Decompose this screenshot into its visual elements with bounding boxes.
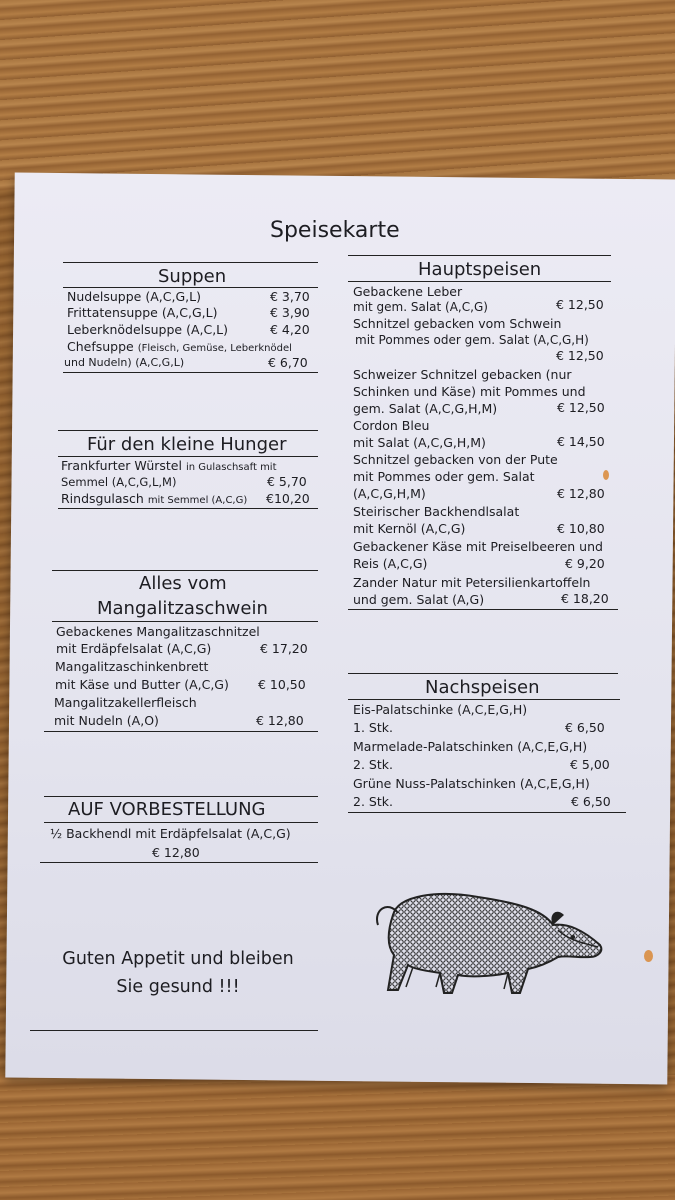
menu-item: Schnitzel gebacken von der Pute [353, 452, 558, 467]
menu-item-line2: und gem. Salat (A,G) [353, 592, 485, 607]
menu-item-line2: mit Nudeln (A,O) [54, 713, 159, 728]
menu-item [61, 458, 277, 473]
item-price: € 12,80 [256, 713, 304, 728]
wood-table-top [0, 0, 675, 190]
menu-item-line2: Reis (A,C,G) [353, 556, 428, 571]
item-price: € 14,50 [557, 434, 605, 449]
divider [44, 796, 318, 797]
menu-item: Gebackene Leber [353, 284, 463, 299]
orange-stain [603, 470, 609, 480]
menu-item-line2: und Nudeln) (A,C,G,L) [64, 356, 185, 369]
item-price: € 9,20 [565, 556, 605, 571]
item-price: € 12,50 [557, 400, 605, 415]
item-price: € 12,80 [557, 486, 605, 501]
item-price: € 3,70 [270, 289, 310, 304]
menu-item-detail: in Gulaschsaft mit [185, 462, 277, 473]
menu-item: Gebackener Käse mit Preiselbeeren und [353, 539, 603, 554]
menu-item-line2: Schinken und Käse) mit Pommes und [353, 384, 586, 399]
menu-item-line2: mit Kernöl (A,C,G) [353, 521, 466, 536]
menu-item: Nudelsuppe (A,C,G,L) [67, 289, 201, 304]
mangalitza-heading-line2: Mangalitzaschwein [97, 598, 268, 619]
menu-item-detail: (Fleisch, Gemüse, Leberknödel [137, 343, 292, 354]
divider [348, 699, 620, 700]
menu-item-chefsuppe [67, 339, 292, 354]
menu-item: Mangalitzakellerfleisch [54, 695, 197, 710]
menu-item-line2: mit Erdäpfelsalat (A,C,G) [56, 641, 212, 656]
menu-item: Eis-Palatschinke (A,C,E,G,H) [353, 702, 528, 717]
menu-item-name: ½ Backhendl [50, 826, 132, 841]
menu-item [50, 826, 291, 841]
divider [58, 430, 318, 431]
wood-table-bottom [0, 1075, 675, 1200]
item-price: € 5,00 [570, 757, 610, 772]
divider [348, 812, 626, 813]
item-price: € 12,80 [152, 845, 200, 860]
menu-item-line2: mit gem. Salat (A,C,G) [353, 300, 488, 314]
nach-heading: Nachspeisen [425, 677, 540, 698]
closing-line1: Guten Appetit und bleiben [62, 949, 294, 969]
menu-item: Schweizer Schnitzel gebacken (nur [353, 367, 572, 382]
menu-item: Marmelade-Palatschinken (A,C,E,G,H) [353, 739, 588, 754]
item-price: €10,20 [266, 491, 310, 506]
menu-item-detail: mit Erdäpfelsalat (A,C,G) [135, 826, 291, 841]
menu-item: Steirischer Backhendlsalat [353, 504, 520, 519]
divider [63, 372, 318, 373]
menu-item-line2: mit Salat (A,C,G,H,M) [353, 435, 486, 450]
menu-item: Gebackenes Mangalitzaschnitzel [56, 624, 260, 639]
divider [348, 609, 618, 610]
item-price: € 6,70 [268, 355, 308, 370]
menu-item-line2: mit Pommes oder gem. Salat (A,C,G,H) [355, 333, 589, 347]
divider [44, 822, 318, 823]
menu-item: Grüne Nuss-Palatschinken (A,C,E,G,H) [353, 776, 590, 791]
menu-item: Frittatensuppe (A,C,G,L) [67, 305, 218, 320]
divider [348, 255, 611, 256]
divider [40, 862, 318, 863]
divider [63, 262, 318, 263]
menu-item-name: Rindsgulasch [61, 491, 144, 506]
divider [58, 456, 318, 457]
menu-item: Cordon Bleu [353, 418, 430, 433]
pig-illustration [368, 885, 608, 995]
closing-line2: Sie gesund !!! [116, 977, 240, 997]
item-price: € 17,20 [260, 641, 308, 656]
divider [63, 287, 318, 288]
menu-item-name: Chefsuppe [67, 339, 134, 354]
item-price: € 12,50 [556, 348, 604, 363]
divider [348, 281, 611, 282]
item-price: € 12,50 [556, 297, 604, 312]
item-price: € 4,20 [270, 322, 310, 337]
suppen-heading: Suppen [158, 266, 227, 287]
item-price: € 6,50 [571, 794, 611, 809]
divider [348, 673, 618, 674]
orange-stain [644, 950, 653, 962]
haupt-heading: Hauptspeisen [418, 259, 542, 280]
menu-item-line2: 1. Stk. [353, 720, 393, 735]
item-price: € 18,20 [561, 591, 609, 606]
vorbestellung-heading: AUF VORBESTELLUNG [68, 799, 266, 820]
menu-item: Leberknödelsuppe (A,C,L) [67, 322, 229, 337]
item-price: € 6,50 [565, 720, 605, 735]
item-price: € 3,90 [270, 305, 310, 320]
divider [30, 1030, 318, 1031]
menu-item-line2: 2. Stk. [353, 794, 393, 809]
divider [52, 621, 318, 622]
divider [44, 731, 318, 732]
item-price: € 10,80 [557, 521, 605, 536]
menu-item-line3: gem. Salat (A,C,G,H,M) [353, 401, 498, 416]
menu-item-line2: mit Käse und Butter (A,C,G) [55, 677, 229, 692]
item-price: € 10,50 [258, 677, 306, 692]
menu-item-line2: Semmel (A,C,G,L,M) [61, 475, 177, 489]
menu-item-line2: 2. Stk. [353, 757, 393, 772]
menu-item: Schnitzel gebacken vom Schwein [353, 316, 562, 331]
menu-item: Zander Natur mit Petersilienkartoffeln [353, 575, 591, 590]
hunger-heading: Für den kleine Hunger [87, 434, 287, 455]
menu-item-name: Frankfurter Würstel [61, 458, 182, 473]
menu-item-line2: mit Pommes oder gem. Salat [353, 469, 535, 484]
menu-item-detail: mit Semmel (A,C,G) [147, 495, 248, 506]
menu-item: Mangalitzaschinkenbrett [55, 659, 209, 674]
mangalitza-heading-line1: Alles vom [139, 573, 227, 594]
divider [52, 570, 318, 571]
item-price: € 5,70 [267, 474, 307, 489]
menu-title: Speisekarte [270, 218, 400, 243]
divider [58, 508, 318, 509]
menu-item [61, 491, 247, 506]
menu-item-line3: (A,C,G,H,M) [353, 486, 426, 501]
